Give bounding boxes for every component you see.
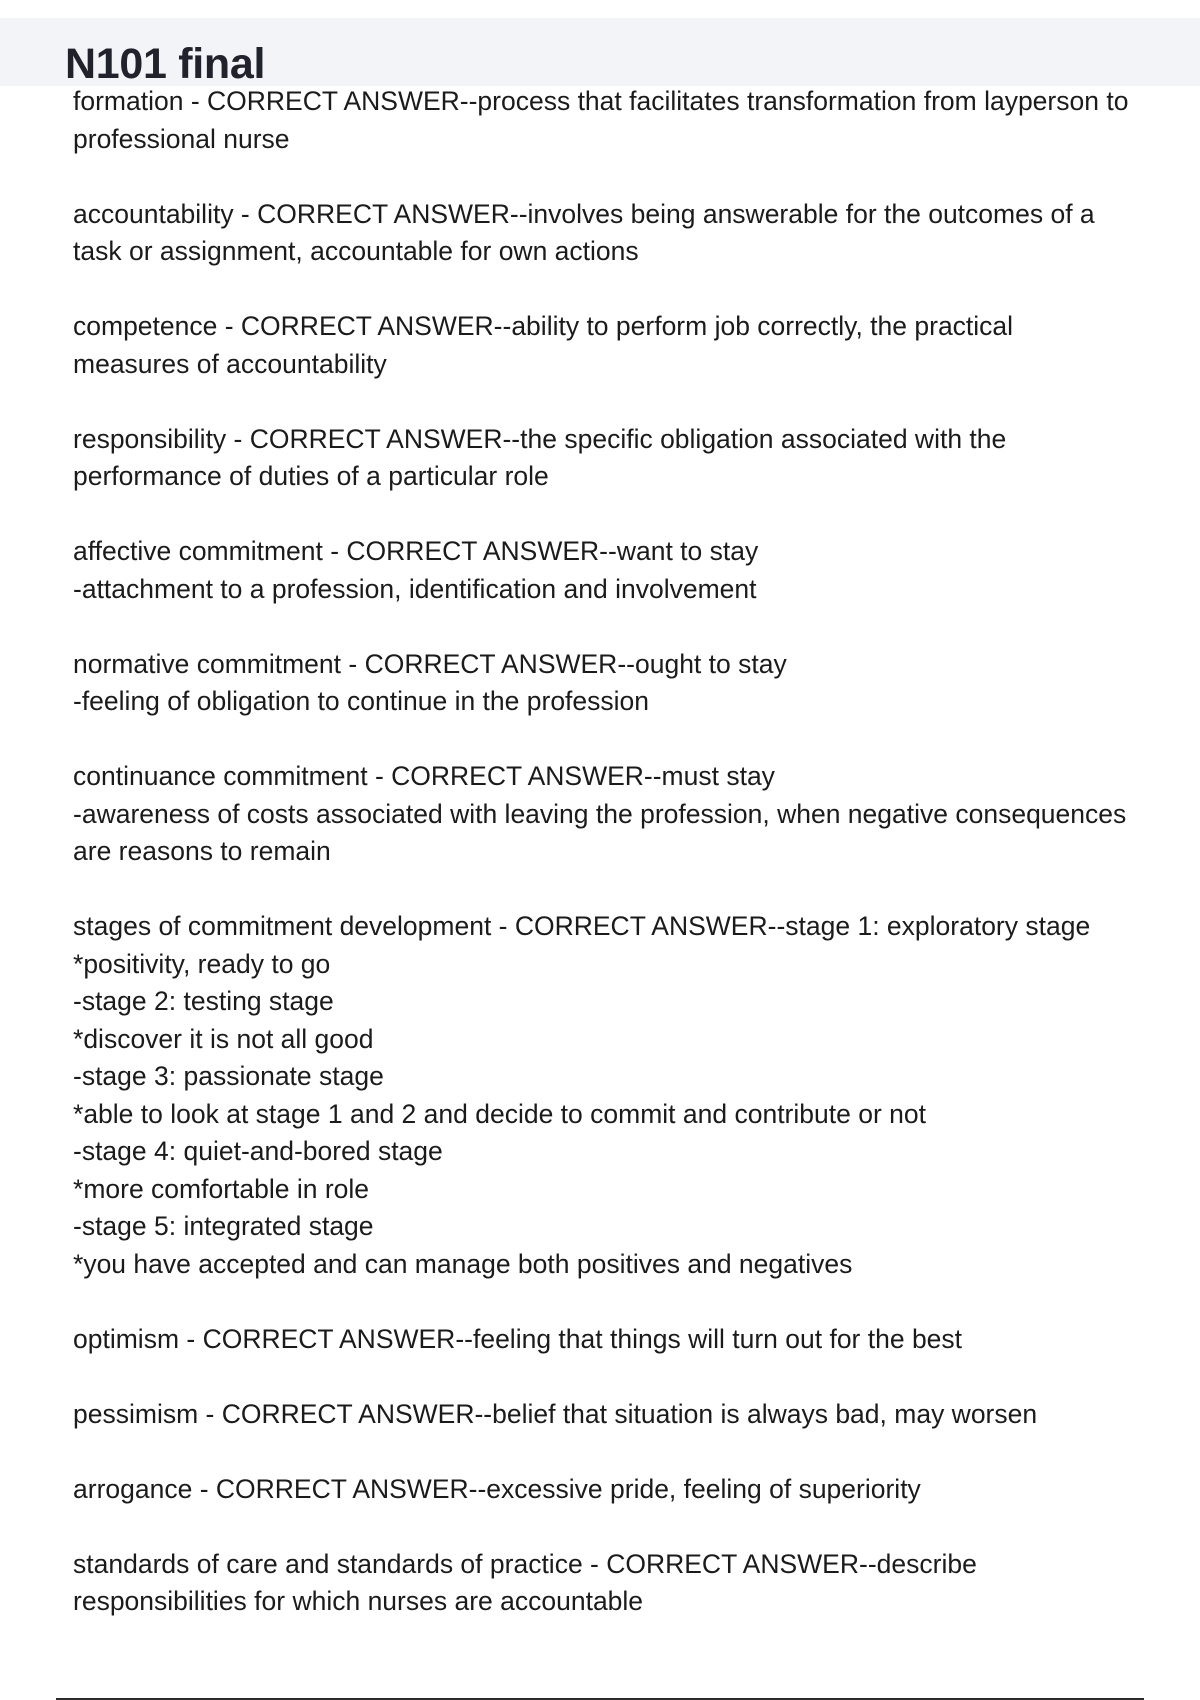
title-bar: [0, 18, 1200, 86]
card-accountability: accountability - CORRECT ANSWER--involves being answerable for the outcomes of a task or assignment, accountable for own actions: [73, 198, 1095, 266]
card-formation: formation - CORRECT ANSWER--process that facilitates transformation from layperson to professional nurse: [73, 86, 1129, 154]
card-standards-of-care: standards of care and standards of practice - CORRECT ANSWER--describe responsibilities for which nurses are accountable: [73, 1548, 977, 1616]
card-stages-of-commitment: stages of commitment development - CORRECT ANSWER--stage 1: exploratory stage *positivity, ready to go -stage 2: testing stage *discover it is not all good -stage 3: passionate stage *able to look at stage 1 and 2 and decide to commit and contribute or not -stage 4: quiet-and-bored stage *more comfortable in role -stage 5: integrated stage *you have accepted and can manage both positives and negatives: [73, 911, 1091, 1279]
card-continuance-commitment: continuance commitment - CORRECT ANSWER--must stay -awareness of costs associated with leaving the profession, when negative consequences are reasons to remain: [73, 761, 1127, 866]
card-pessimism: pessimism - CORRECT ANSWER--belief that situation is always bad, may worsen: [73, 1398, 1038, 1429]
card-optimism: optimism - CORRECT ANSWER--feeling that things will turn out for the best: [73, 1323, 963, 1354]
card-arrogance: arrogance - CORRECT ANSWER--excessive pride, feeling of superiority: [73, 1473, 921, 1504]
flashcard-list: [73, 83, 1200, 1616]
card-responsibility: responsibility - CORRECT ANSWER--the specific obligation associated with the performance of duties of a particular role: [73, 423, 1007, 491]
card-normative-commitment: normative commitment - CORRECT ANSWER--ought to stay -feeling of obligation to continue in the profession: [73, 648, 787, 716]
document-title: N101 final: [65, 40, 266, 88]
card-competence: competence - CORRECT ANSWER--ability to perform job correctly, the practical measures of accountability: [73, 311, 1014, 379]
card-affective-commitment: affective commitment - CORRECT ANSWER--want to stay -attachment to a profession, identification and involvement: [73, 536, 759, 604]
